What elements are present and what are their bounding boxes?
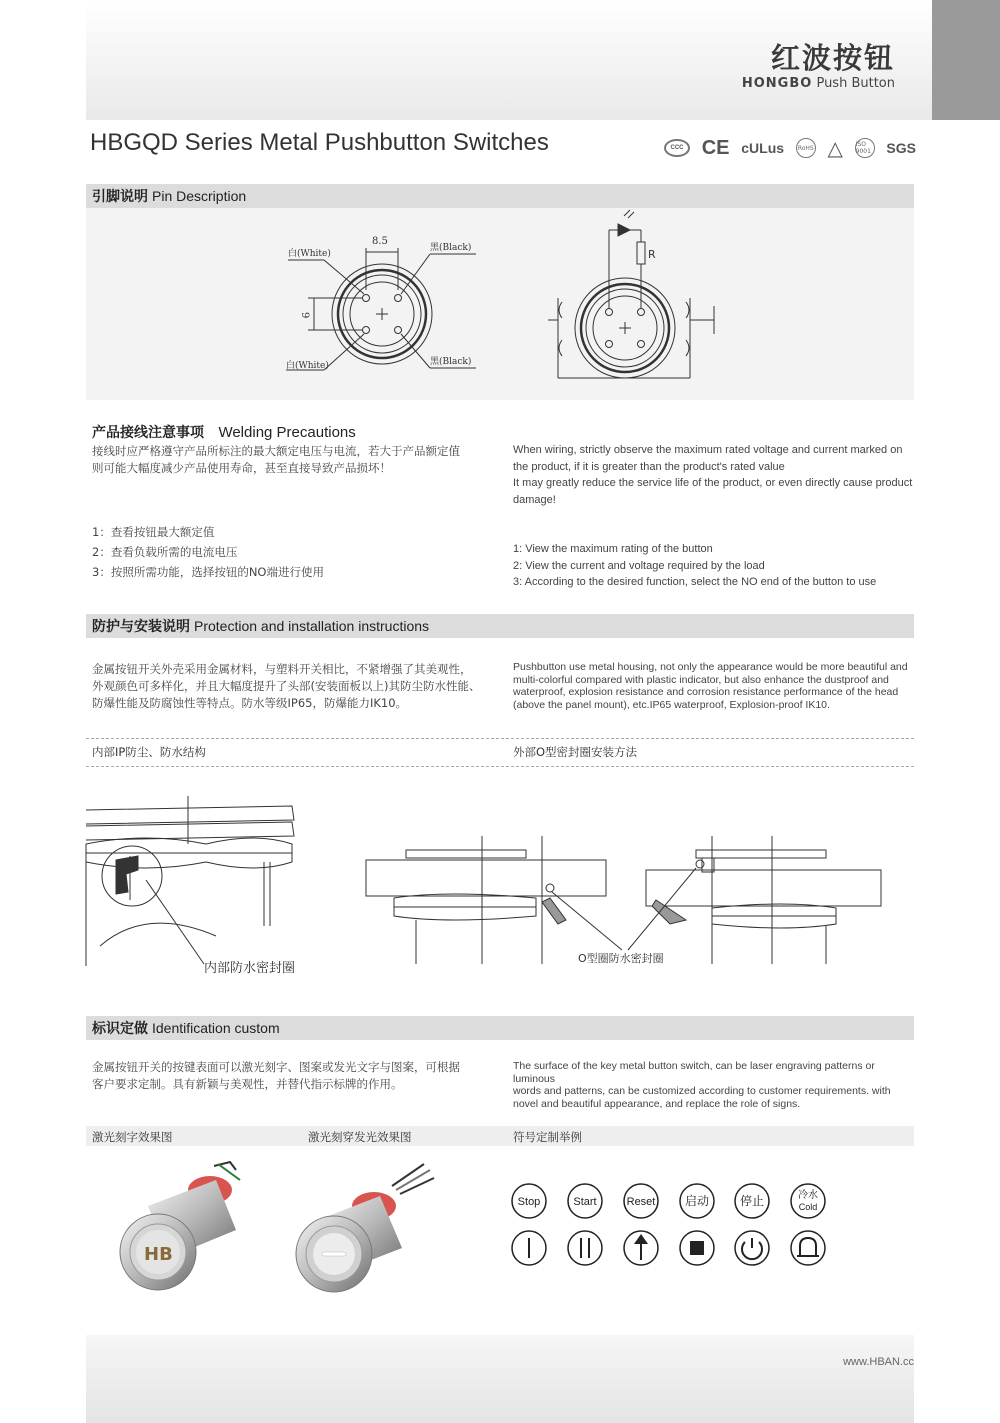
internal-seal-drawing (86, 796, 326, 986)
label-symbol-examples: 符号定制举例 (513, 1130, 582, 1144)
ident-zh-line: 金属按钮开关的按键表面可以激光刻字、图案或发光文字与图案，可根据 (92, 1060, 460, 1074)
section-identification (86, 1016, 914, 1040)
section-pin-en: Pin Description (152, 188, 247, 204)
symbol-qidong-text: 启动 (684, 1194, 710, 1208)
label-black-top: 黑(Black) (430, 243, 472, 253)
list-item: 1：查看按钮最大额定值 (92, 525, 215, 539)
welding-en-paragraph (513, 442, 918, 508)
section-ident-en: Identification custom (152, 1020, 280, 1036)
label-white-bottom: 白(White) (286, 361, 329, 371)
list-item: 2：查看负载所需的电流电压 (92, 545, 238, 559)
symbol-tingzhi-text: 停止 (739, 1194, 765, 1208)
welding-zh-list (92, 522, 324, 582)
welding-zh-paragraph (92, 443, 460, 477)
symbol-reset-text: Reset (626, 1196, 656, 1208)
divider (86, 766, 914, 767)
resistor-label: R (648, 248, 656, 261)
rohs-logo: RoHS (796, 138, 816, 158)
list-item: 3：按照所需功能，选择按钮的NO端进行使用 (92, 565, 324, 579)
symbol-stop-text: Stop (517, 1196, 541, 1208)
corner-tab (932, 0, 1000, 120)
protection-zh-paragraph (92, 661, 480, 712)
label-internal-structure: 内部IP防尘、防水结构 (92, 745, 206, 759)
protection-zh-line: 外观颜色可多样化，并且大幅度提升了头部(安装面板以上)其防尘防水性能、 (92, 679, 481, 693)
label-white-top: 白(White) (288, 249, 331, 259)
footer-url[interactable]: www.HBAN.cc (843, 1356, 914, 1368)
label-laser-through: 激光刻穿发光效果图 (308, 1130, 412, 1144)
ccc-logo: CCC (664, 139, 690, 157)
ident-en-line: novel and beautiful appearance, and replace the role of signs. (513, 1097, 801, 1110)
protection-en-line: waterproof, explosion resistance and corrosion resistance performance of the head (513, 686, 899, 698)
section-protection-en: Protection and installation instructions (194, 618, 430, 634)
brand-en-light: Push Button (816, 76, 895, 91)
protection-en-paragraph (513, 661, 918, 711)
label-black-bottom: 黑(Black) (430, 357, 472, 367)
list-item: 2: View the current and voltage required by the load (513, 559, 765, 572)
ident-en-line: The surface of the key metal button switch, can be laser engraving patterns or luminous (513, 1060, 875, 1085)
ce-logo: CE (701, 136, 730, 159)
protection-en-line: multi-colorful compared with plastic indicator, but also enhance the dustproof and (513, 673, 889, 686)
divider (86, 738, 914, 739)
certification-logos (664, 135, 916, 161)
ident-en-paragraph (513, 1060, 918, 1110)
label-oring-method: 外部O型密封圈安装方法 (513, 745, 638, 759)
sgs-logo: SGS (886, 140, 916, 156)
welding-en-line: damage! (513, 493, 556, 506)
welding-en-line: When wiring, strictly observe the maximum rated voltage and current marked on (513, 444, 903, 456)
brand-cn: 红波按钮 (770, 41, 895, 75)
engraved-button-image (118, 1160, 248, 1300)
section-pin-description (86, 184, 914, 208)
pin-diagram-left (280, 230, 500, 380)
brand-en (742, 76, 895, 91)
engraving-text: HB (144, 1244, 173, 1265)
welding-en-line: the product, if it is greater than the product's rated value (513, 460, 785, 473)
callout-oring: O型圈防水密封圈 (578, 952, 664, 965)
pin-diagram-panel (86, 208, 914, 400)
symbol-start-text: Start (573, 1196, 597, 1208)
protection-zh-line: 金属按钮开关外壳采用金属材料，与塑料开关相比，不紧增强了其美观性， (92, 662, 472, 676)
footer-band (86, 1335, 914, 1423)
ul-logo: cULus (741, 140, 785, 156)
welding-title (92, 422, 356, 442)
illuminated-button-image (296, 1160, 436, 1300)
ident-zh-line: 客户要求定制。具有新颖与美观性，并替代指示标牌的作用。 (92, 1077, 403, 1091)
ident-label-strip (86, 1126, 914, 1146)
welding-title-en: Welding Precautions (218, 424, 356, 441)
triangle-logo: △ (827, 137, 843, 160)
welding-zh-line: 则可能大幅度减少产品使用寿命，甚至直接导致产品损坏！ (92, 461, 391, 475)
symbol-cold-cn-text: 冷水 (798, 1190, 818, 1201)
pin-diagram-right (548, 210, 728, 385)
dim-9: 9 (299, 312, 310, 319)
section-protection-zh: 防护与安装说明 (92, 619, 190, 635)
protection-en-line: Pushbutton use metal housing, not only the appearance would be more beautiful and (513, 661, 908, 673)
symbol-examples (508, 1180, 830, 1272)
dim-8-5: 8.5 (372, 236, 388, 247)
list-item: 1: View the maximum rating of the button (513, 543, 713, 555)
callout-internal-seal: 内部防水密封圈 (204, 961, 296, 976)
ident-en-line: words and patterns, can be customized according to customer requirements. with (513, 1085, 891, 1097)
protection-en-line: (above the panel mount), etc.IP65 waterproof, Explosion-proof IK10. (513, 698, 830, 711)
brand-en-bold: HONGBO (741, 76, 813, 91)
oring-drawing (366, 836, 881, 976)
protection-zh-line: 防爆性能及防腐蚀性等特点。防水等级IP65，防爆能力IK10。 (92, 696, 408, 710)
welding-zh-line: 接线时应严格遵守产品所标注的最大额定电压与电流，若大于产品额定值 (92, 444, 460, 458)
page-title: HBGQD Series Metal Pushbutton Switches (90, 129, 549, 156)
welding-title-zh: 产品接线注意事项 (92, 425, 204, 441)
section-pin-zh: 引脚说明 (92, 189, 148, 205)
welding-en-line: It may greatly reduce the service life of the product, or even directly cause product (513, 477, 913, 489)
pause-icon (568, 1231, 602, 1265)
symbol-cold-en-text: Cold (798, 1202, 818, 1212)
list-item: 3: According to the desired function, select the NO end of the button to use (513, 576, 877, 588)
brand-logo (742, 42, 895, 91)
welding-en-list (513, 541, 876, 591)
section-protection (86, 614, 914, 638)
bell-icon (791, 1231, 825, 1265)
label-laser-engraving: 激光刻字效果图 (92, 1130, 173, 1144)
section-ident-zh: 标识定做 (92, 1021, 148, 1037)
iso-logo: ISO 9001 (855, 138, 875, 158)
ident-zh-paragraph (92, 1059, 460, 1093)
